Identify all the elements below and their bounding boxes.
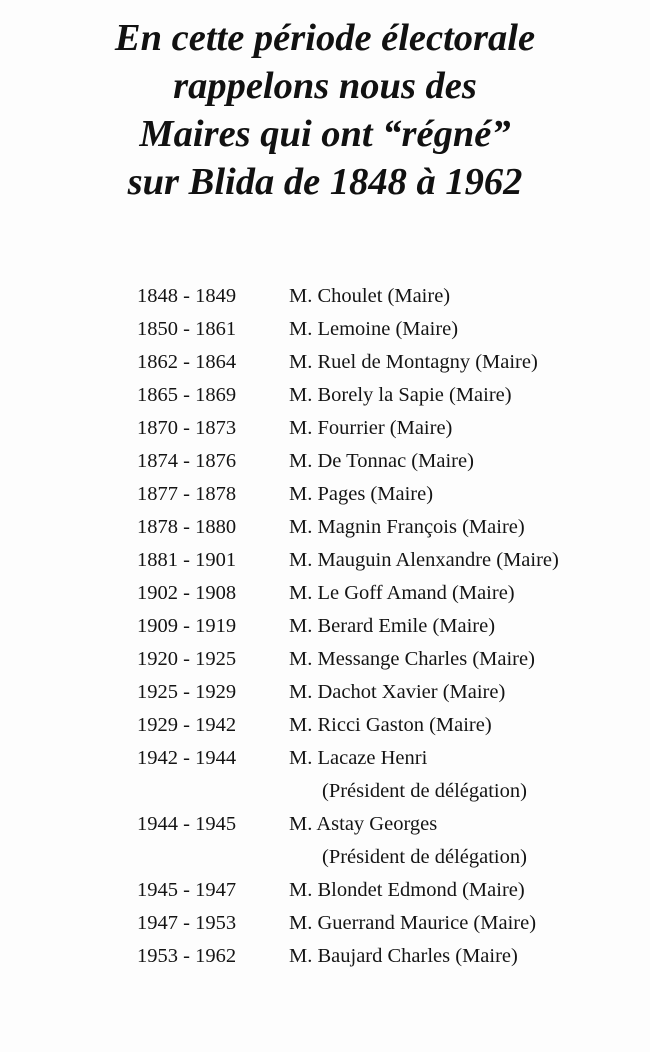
term-dates: 1929 - 1942 xyxy=(137,714,237,736)
mayor-name: M. Guerrand Maurice (Maire) xyxy=(289,912,537,934)
list-item xyxy=(0,478,650,511)
list-item xyxy=(0,709,650,742)
list-item xyxy=(0,808,650,841)
title-line: sur Blida de 1848 à 1962 xyxy=(127,161,523,203)
mayor-name: M. Ricci Gaston (Maire) xyxy=(289,714,492,736)
list-item xyxy=(0,412,650,445)
term-dates: 1848 - 1849 xyxy=(137,285,237,307)
mayor-name: M. Ruel de Montagny (Maire) xyxy=(289,351,538,373)
list-item xyxy=(0,346,650,379)
mayor-list xyxy=(0,280,650,973)
mayor-name: M. Le Goff Amand (Maire) xyxy=(289,582,515,604)
list-item xyxy=(0,313,650,346)
term-dates: 1902 - 1908 xyxy=(137,582,237,604)
list-item xyxy=(0,907,650,940)
list-item xyxy=(0,676,650,709)
mayor-name: M. Berard Emile (Maire) xyxy=(289,615,496,637)
title-line: rappelons nous des xyxy=(173,65,477,107)
list-item xyxy=(0,511,650,544)
mayor-name: M. Blondet Edmond (Maire) xyxy=(289,879,525,901)
mayor-name: M. Choulet (Maire) xyxy=(289,285,451,307)
list-item xyxy=(0,280,650,313)
term-dates: 1850 - 1861 xyxy=(137,318,237,340)
mayor-name: M. Lacaze Henri xyxy=(289,747,428,769)
list-item xyxy=(0,940,650,973)
term-dates: 1945 - 1947 xyxy=(137,879,237,901)
mayor-name: M. Baujard Charles (Maire) xyxy=(289,945,518,967)
mayor-role: (Président de délégation) xyxy=(322,846,527,868)
list-item xyxy=(0,610,650,643)
mayor-name: M. Messange Charles (Maire) xyxy=(289,648,535,670)
list-item xyxy=(0,742,650,775)
page-title xyxy=(0,14,650,206)
mayor-name: M. Astay Georges xyxy=(289,813,438,835)
list-item xyxy=(0,544,650,577)
mayor-name: M. Borely la Sapie (Maire) xyxy=(289,384,512,406)
mayor-name: M. Fourrier (Maire) xyxy=(289,417,453,439)
term-dates: 1865 - 1869 xyxy=(137,384,237,406)
mayor-name: M. Mauguin Alenxandre (Maire) xyxy=(289,549,559,571)
list-item xyxy=(0,577,650,610)
term-dates: 1942 - 1944 xyxy=(137,747,237,769)
term-dates: 1870 - 1873 xyxy=(137,417,237,439)
mayor-name: M. Dachot Xavier (Maire) xyxy=(289,681,506,703)
term-dates: 1862 - 1864 xyxy=(137,351,237,373)
term-dates: 1944 - 1945 xyxy=(137,813,237,835)
list-item xyxy=(0,379,650,412)
term-dates: 1878 - 1880 xyxy=(137,516,237,538)
term-dates: 1877 - 1878 xyxy=(137,483,237,505)
mayor-name: M. Pages (Maire) xyxy=(289,483,434,505)
list-item xyxy=(0,775,650,808)
term-dates: 1953 - 1962 xyxy=(137,945,237,967)
term-dates: 1909 - 1919 xyxy=(137,615,237,637)
term-dates: 1874 - 1876 xyxy=(137,450,237,472)
title-line: En cette période électorale xyxy=(114,17,536,59)
term-dates: 1881 - 1901 xyxy=(137,549,237,571)
term-dates: 1947 - 1953 xyxy=(137,912,237,934)
title-line: Maires qui ont “régné” xyxy=(139,113,511,155)
list-item xyxy=(0,874,650,907)
list-item xyxy=(0,643,650,676)
term-dates: 1925 - 1929 xyxy=(137,681,237,703)
mayor-name: M. Lemoine (Maire) xyxy=(289,318,459,340)
mayor-role: (Président de délégation) xyxy=(322,780,527,802)
term-dates: 1920 - 1925 xyxy=(137,648,237,670)
mayor-name: M. Magnin François (Maire) xyxy=(289,516,525,538)
list-item xyxy=(0,841,650,874)
list-item xyxy=(0,445,650,478)
mayor-name: M. De Tonnac (Maire) xyxy=(289,450,474,472)
